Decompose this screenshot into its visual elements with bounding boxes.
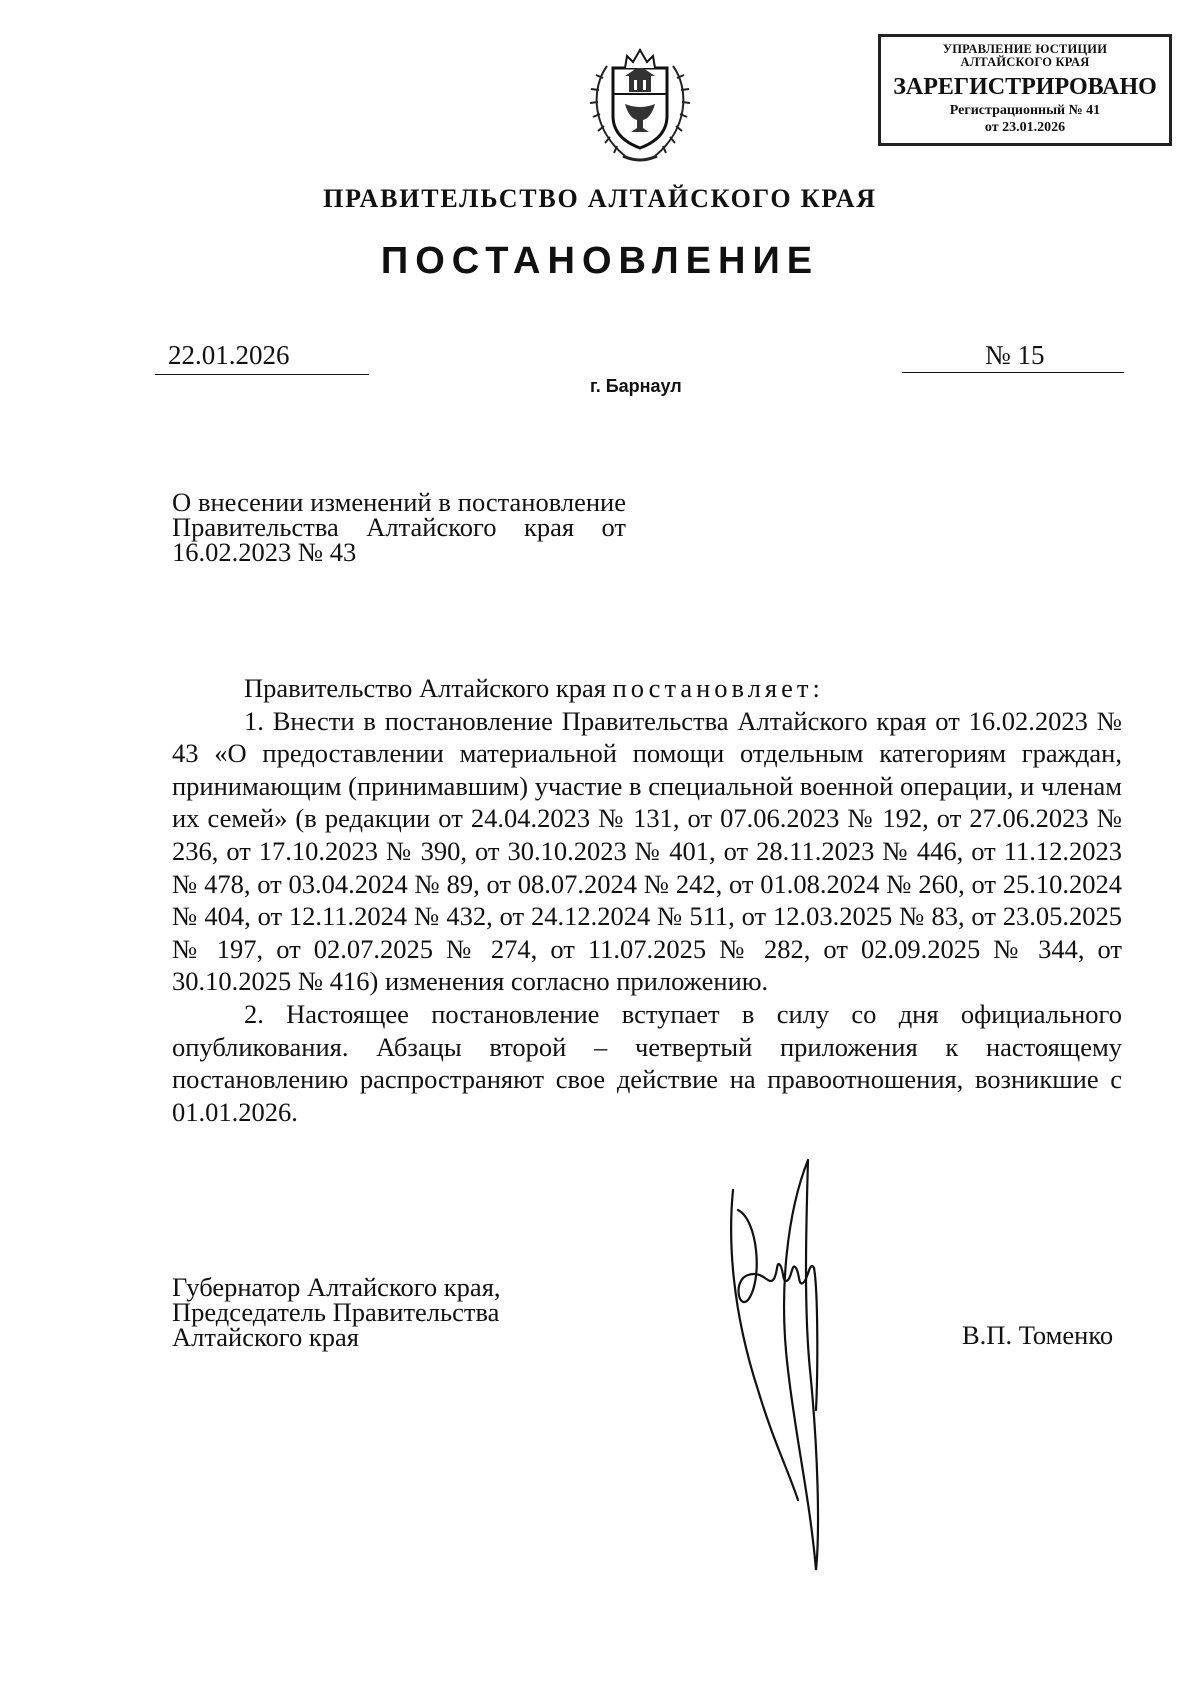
date-underline xyxy=(155,374,369,375)
signer-position-line3: Алтайского края xyxy=(172,1322,359,1352)
stamp-org-line1: УПРАВЛЕНИЕ ЮСТИЦИИ xyxy=(942,42,1108,56)
registration-stamp xyxy=(878,34,1172,146)
preamble-text: Правительство Алтайского края xyxy=(244,673,613,703)
stamp-reg-number: Регистрационный № 41 xyxy=(949,103,1101,118)
document-type: ПОСТАНОВЛЕНИЕ xyxy=(380,240,820,282)
city: г. Барнаул xyxy=(590,376,682,396)
number-underline xyxy=(902,372,1124,373)
signer-name: В.П. Томенко xyxy=(962,1320,1114,1350)
document-body xyxy=(172,672,1122,1128)
preamble-verb: постановляет: xyxy=(612,673,824,703)
item-2: 2. Настоящее постановление вступает в силу со дня официального опубликования. Абзацы второй – четвертый приложения к настоящему постановлению распространяют свое действие на правоотношения, возникшие с 01.01.2026. xyxy=(172,998,1122,1127)
signer-position xyxy=(172,1272,501,1352)
signer-position-line1: Губернатор Алтайского края, xyxy=(172,1272,501,1302)
stamp-status: ЗАРЕГИСТРИРОВАНО xyxy=(893,74,1157,100)
coat-of-arms-icon xyxy=(585,38,695,168)
document-subject: О внесении изменений в постановление Правительства Алтайского края от 16.02.2023 № 43 xyxy=(172,487,626,567)
document-number: № 15 xyxy=(985,340,1045,370)
document-date: 22.01.2026 xyxy=(168,340,290,370)
stamp-reg-date: от 23.01.2026 xyxy=(984,120,1066,135)
preamble xyxy=(172,672,1122,705)
government-title: ПРАВИТЕЛЬСТВО АЛТАЙСКОГО КРАЯ xyxy=(323,184,877,213)
handwritten-signature xyxy=(718,1150,868,1580)
stamp-org-line2: АЛТАЙСКОГО КРАЯ xyxy=(960,55,1090,69)
item-1: 1. Внести в постановление Правительства Алтайского края от 16.02.2023 № 43 «О предоставлении материальной помощи отдельным категориям граждан, принимающим (принимавшим) участие в специальной военной операции, и членам их семей» (в редакции от 24.04.2023 № 131, от 07.06.2023 № 192, от 27.06.2023 № 236, от 17.10.2023 № 390, от 30.10.2023 № 401, от 28.11.2023 № 446, от 11.12.2023 № 478, от 03.04.2024 № 89, от 08.07.2024 № 242, от 01.08.2024 № 260, от 25.10.2024 № 404, от 12.11.2024 № 432, от 24.12.2024 № 511, от 12.03.2025 № 83, от 23.05.2025 № 197, от 02.07.2025 № 274, от 11.07.2025 № 282, от 02.09.2025 № 344, от 30.10.2025 № 416) изменения согласно приложению. xyxy=(172,705,1122,997)
signer-position-line2: Председатель Правительства xyxy=(172,1297,500,1327)
